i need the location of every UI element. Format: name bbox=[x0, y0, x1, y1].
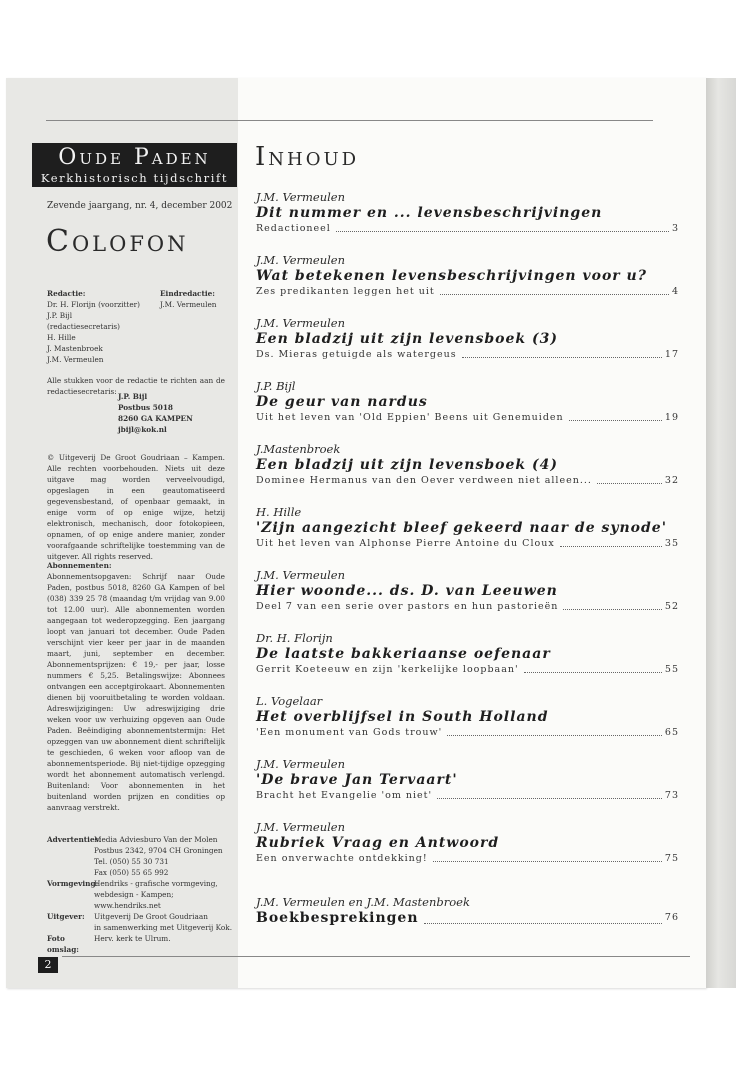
toc-title: Een bladzij uit zijn levensboek (3) bbox=[256, 331, 558, 347]
redactie-member: J. Mastenbroek bbox=[47, 344, 103, 353]
toc-title: 'De brave Jan Tervaart' bbox=[256, 772, 458, 788]
toc-leader bbox=[597, 474, 662, 484]
toc-subline bbox=[256, 348, 679, 361]
toc-leader bbox=[433, 852, 662, 862]
toc-title: De laatste bakkeriaanse oefenaar bbox=[256, 646, 551, 662]
detail-label: Vormgeving: bbox=[47, 879, 99, 888]
eindredactie-label: Eindredactie: bbox=[160, 289, 215, 298]
toc-entry[interactable] bbox=[256, 568, 679, 631]
toc-page: 65 bbox=[664, 727, 679, 738]
toc-entry[interactable] bbox=[256, 442, 679, 505]
toc-subtitle: Dominee Hermanus van den Oever verdween niet alleen... bbox=[256, 475, 592, 486]
detail-line: Herv. kerk te Ulrum. bbox=[94, 934, 171, 943]
next-page-edge bbox=[706, 78, 736, 988]
toc-author: J.M. Vermeulen bbox=[256, 316, 346, 330]
toc-leader bbox=[560, 537, 662, 547]
stukken-text: Alle stukken voor de redactie te richten aan de redactiesecretaris: bbox=[47, 376, 225, 396]
toc-title: 'Zijn aangezicht bleef gekeerd naar de synode' bbox=[256, 520, 667, 536]
eindredactie-block bbox=[160, 288, 240, 310]
toc-author: J.M. Vermeulen bbox=[256, 190, 346, 204]
toc-subline bbox=[256, 789, 679, 802]
abonnementen-block bbox=[47, 560, 225, 813]
rights-text: © Uitgeverij De Groot Goudriaan – Kampen. Alle rechten voorbehouden. Niets uit deze uitgave mag worden verveelvoudigd, opgeslagen in een geautomatiseerd gegevensbestand, of openbaar gemaakt, in enige vorm of op enige wijze, hetzij elektronisch, mechanisch, door fotokopieen, opnamen, of op enige andere manier, zonder voorafgaande schriftelijke toestemming van de uitgever. All rights reserved. bbox=[47, 453, 225, 561]
redactie-member: H. Hille bbox=[47, 333, 76, 342]
toc-leader bbox=[563, 600, 662, 610]
toc-title: De geur van nardus bbox=[256, 394, 428, 410]
toc-leader bbox=[424, 909, 662, 924]
detail-value bbox=[94, 878, 237, 911]
toc-page: 19 bbox=[664, 412, 679, 423]
top-rule bbox=[46, 120, 653, 121]
toc-entry[interactable] bbox=[256, 631, 679, 694]
toc-subtitle: Redactioneel bbox=[256, 223, 331, 234]
toc-subline bbox=[256, 663, 679, 676]
toc-title: Rubriek Vraag en Antwoord bbox=[256, 835, 500, 851]
toc-subline bbox=[256, 600, 679, 613]
detail-value bbox=[94, 933, 237, 955]
masthead bbox=[32, 143, 237, 187]
toc-subline bbox=[256, 411, 679, 424]
detail-row bbox=[47, 834, 237, 878]
toc-subtitle: Bracht het Evangelie 'om niet' bbox=[256, 790, 433, 801]
table-of-contents bbox=[256, 190, 679, 958]
redactie-member: J.M. Vermeulen bbox=[47, 355, 104, 364]
toc-subtitle: Deel 7 van een serie over pastors en hun pastorieën bbox=[256, 601, 559, 612]
detail-line: Tel. (050) 55 30 731 bbox=[94, 857, 169, 866]
toc-entry-boekbesprekingen[interactable] bbox=[256, 895, 679, 958]
toc-subtitle: Een onverwachte ontdekking! bbox=[256, 853, 428, 864]
address-email: jbijl@kok.nl bbox=[118, 425, 167, 434]
toc-title: Hier woonde... ds. D. van Leeuwen bbox=[256, 583, 558, 599]
toc-subline bbox=[256, 909, 679, 927]
toc-page: 17 bbox=[664, 349, 679, 360]
toc-subtitle: Gerrit Koeteeuw en zijn 'kerkelijke loopbaan' bbox=[256, 664, 519, 675]
detail-line: Uitgeverij De Groot Goudriaan bbox=[94, 912, 208, 921]
eindredactie-name: J.M. Vermeulen bbox=[160, 300, 217, 309]
issue-line: Zevende jaargang, nr. 4, december 2002 bbox=[47, 201, 233, 211]
toc-title: Het overblijfsel in South Holland bbox=[256, 709, 549, 725]
toc-entry[interactable] bbox=[256, 190, 679, 253]
colofon-details bbox=[47, 834, 237, 955]
toc-subtitle: Uit het leven van Alphonse Pierre Antoine du Cloux bbox=[256, 538, 555, 549]
toc-subtitle: 'Een monument van Gods trouw' bbox=[256, 727, 443, 738]
colofon-heading: Colofon bbox=[46, 224, 189, 259]
address-block bbox=[118, 391, 193, 435]
toc-leader bbox=[524, 663, 662, 673]
abonnementen-text: Abonnementsopgaven: Schrijf naar Oude Paden, postbus 5018, 8260 GA Kampen of bel (038) 339 25 78 (maandag t/m vrijdag van 9.00 tot 12.00 uur). Alle abonnementen worden aangegaan tot wederopzegging. Een jaargang loopt van januari tot december. Oude Paden verschijnt vier keer per jaar in de maanden maart, juni, september en december. Abonnementsprijzen: € 19,- per jaar, losse nummers € 5,25. Betalingswijze: Abonnees ontvangen een acceptgirokaart. Abonnementen dienen bij vooruitbetaling te worden voldaan. Adreswijzigingen: Uw adreswijziging drie weken voor uw verhuizing opgeven aan Oude Paden. Beëindiging abonnementstermijn: Het opzeggen van uw abonnement dient schriftelijk te geschieden, 6 weken voor afloop van de abonnementsperiode. Bij niet-tijdige opzegging wordt het abonnement automatisch verlengd. Buitenland: Voor abonnementen in het buitenland worden prijzen en condities op aanvraag verstrekt. bbox=[47, 572, 225, 812]
toc-entry[interactable] bbox=[256, 253, 679, 316]
detail-value bbox=[94, 834, 237, 878]
toc-subline bbox=[256, 852, 679, 865]
toc-entry[interactable] bbox=[256, 505, 679, 568]
detail-row bbox=[47, 911, 237, 933]
abonnementen-label: Abonnementen: bbox=[47, 561, 112, 570]
toc-subtitle: Zes predikanten leggen het uit bbox=[256, 286, 435, 297]
toc-author: Dr. H. Florijn bbox=[256, 631, 333, 645]
toc-title: Wat betekenen levensbeschrijvingen voor u? bbox=[256, 268, 647, 284]
toc-page: 75 bbox=[664, 853, 679, 864]
toc-leader bbox=[440, 285, 669, 295]
redactie-block bbox=[47, 288, 147, 365]
toc-page: 76 bbox=[664, 912, 679, 923]
toc-leader bbox=[462, 348, 662, 358]
toc-subline bbox=[256, 537, 679, 550]
toc-author: J.Mastenbroek bbox=[256, 442, 341, 456]
toc-title: Dit nummer en ... levensbeschrijvingen bbox=[256, 205, 603, 221]
detail-line: in samenwerking met Uitgeverij Kok. bbox=[94, 923, 233, 932]
detail-label: Uitgever: bbox=[47, 912, 85, 921]
address-line: J.P. Bijl bbox=[118, 392, 148, 401]
toc-page: 73 bbox=[664, 790, 679, 801]
detail-value bbox=[94, 911, 237, 933]
toc-page: 4 bbox=[671, 286, 679, 297]
redactie-member: J.P. Bijl (redactiesecretaris) bbox=[47, 311, 120, 331]
toc-subline bbox=[256, 285, 679, 298]
toc-page: 3 bbox=[671, 223, 679, 234]
toc-author: L. Vogelaar bbox=[256, 694, 323, 708]
redactie-label: Redactie: bbox=[47, 289, 86, 298]
redactie-member: Dr. H. Florijn (voorzitter) bbox=[47, 300, 141, 309]
masthead-title: Oude Paden bbox=[58, 145, 211, 170]
detail-line: Hendriks - grafische vormgeving, bbox=[94, 879, 218, 888]
toc-author: J.M. Vermeulen bbox=[256, 820, 346, 834]
toc-subtitle: Ds. Mieras getuigde als watergeus bbox=[256, 349, 457, 360]
toc-title: Boekbesprekingen bbox=[256, 910, 419, 926]
toc-author: J.M. Vermeulen en J.M. Mastenbroek bbox=[256, 895, 470, 909]
detail-line: webdesign - Kampen; www.hendriks.net bbox=[94, 890, 174, 910]
toc-author: J.M. Vermeulen bbox=[256, 253, 346, 267]
detail-line: Media Adviesburo Van der Molen bbox=[94, 835, 218, 844]
toc-subline bbox=[256, 222, 679, 235]
toc-entry[interactable] bbox=[256, 694, 679, 757]
toc-leader bbox=[437, 789, 662, 799]
toc-page: 35 bbox=[664, 538, 679, 549]
toc-page: 52 bbox=[664, 601, 679, 612]
inhoud-heading: Inhoud bbox=[255, 142, 360, 172]
detail-label: Advertenties: bbox=[47, 835, 102, 844]
detail-line: Fax (050) 55 65 992 bbox=[94, 868, 169, 877]
toc-entry[interactable] bbox=[256, 757, 679, 820]
toc-author: J.M. Vermeulen bbox=[256, 568, 346, 582]
address-line: Postbus 5018 bbox=[118, 403, 174, 412]
toc-subtitle: Uit het leven van 'Old Eppien' Beens uit Genemuiden bbox=[256, 412, 564, 423]
toc-subline bbox=[256, 474, 679, 487]
toc-title: Een bladzij uit zijn levensboek (4) bbox=[256, 457, 558, 473]
toc-page: 55 bbox=[664, 664, 679, 675]
toc-leader bbox=[336, 222, 669, 232]
detail-row bbox=[47, 933, 237, 955]
toc-subline bbox=[256, 726, 679, 739]
detail-line: Postbus 2342, 9704 CH Groningen bbox=[94, 846, 223, 855]
address-line: 8260 GA KAMPEN bbox=[118, 414, 193, 423]
toc-author: J.M. Vermeulen bbox=[256, 757, 346, 771]
masthead-subtitle: Kerkhistorisch tijdschrift bbox=[40, 171, 229, 185]
detail-label: Foto omslag: bbox=[47, 934, 79, 954]
detail-row bbox=[47, 878, 237, 911]
toc-author: J.P. Bijl bbox=[256, 379, 296, 393]
toc-entry[interactable] bbox=[256, 379, 679, 442]
page-number: 2 bbox=[38, 957, 58, 973]
toc-author: H. Hille bbox=[256, 505, 302, 519]
toc-entry[interactable] bbox=[256, 316, 679, 379]
toc-leader bbox=[569, 411, 662, 421]
toc-page: 32 bbox=[664, 475, 679, 486]
toc-entry[interactable] bbox=[256, 820, 679, 883]
toc-leader bbox=[447, 726, 662, 736]
